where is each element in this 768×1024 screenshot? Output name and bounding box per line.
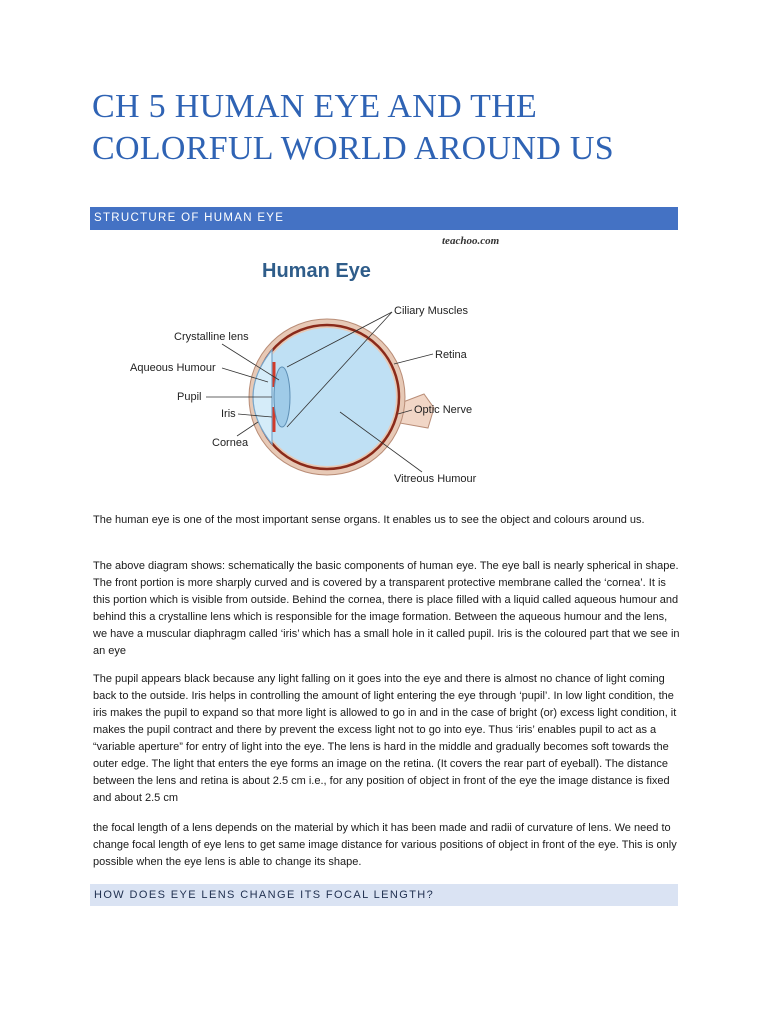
- label-aqueous-humour: Aqueous Humour: [130, 362, 216, 374]
- label-ciliary-muscles: Ciliary Muscles: [394, 305, 468, 317]
- label-iris: Iris: [221, 408, 236, 420]
- label-cornea: Cornea: [212, 437, 249, 449]
- paragraph-3: The pupil appears black because any light falling on it goes into the eye and there is almost no chance of light coming back to the outside. Iris helps in controlling the amount of light entering the eye through ‘pupil’. In low light condition, the iris makes the pupil to expand so that more light is allowed to go in and in the case of bright (or) excess light condition, it makes the pupil contract and there by prevent the excess light not to go into eye. Thus ‘iris’ enables pupil to act as a “variable aperture” for entry of light into the eye. The lens is hard in the middle and gradually becomes soft towards the outer edge. The light that enters the eye forms an image on the retina. (It covers the rear part of eyeball). The distance between the lens and retina is about 2.5 cm i.e., for any position of object in front of the eye the image distance is fixed and about 2.5 cm: [93, 673, 677, 804]
- diagram-title: Human Eye: [262, 260, 371, 282]
- label-vitreous-humour: Vitreous Humour: [394, 473, 477, 485]
- paragraph-4: the focal length of a lens depends on the material by which it has been made and radii of curvature of lens. We need to change focal length of eye lens to get same image distance for various positions of object in front of the eye. This is only possible when the eye lens is able to change its shape.: [93, 822, 677, 868]
- label-retina: Retina: [435, 349, 467, 361]
- title-line-2: COLORFUL WORLD AROUND US: [92, 130, 614, 167]
- page-title: [92, 86, 692, 170]
- paragraph-1: The human eye is one of the most important sense organs. It enables us to see the object and colours around us.: [93, 514, 645, 526]
- lens-shape: [274, 367, 290, 427]
- label-crystalline-lens: Crystalline lens: [174, 331, 249, 343]
- section-heading-focal-length: HOW DOES EYE LENS CHANGE ITS FOCAL LENGTH?: [90, 884, 678, 906]
- title-line-1: CH 5 HUMAN EYE AND THE: [92, 88, 538, 125]
- human-eye-diagram: [122, 232, 522, 494]
- diagram-logo: teachoo.com: [442, 235, 500, 247]
- section-heading-structure: STRUCTURE OF HUMAN EYE: [90, 207, 678, 230]
- label-optic-nerve: Optic Nerve: [414, 404, 473, 416]
- paragraph-2: The above diagram shows: schematically the basic components of human eye. The eye ball is nearly spherical in shape. The front portion is more sharply curved and is covered by a transparent protective membrane called the ‘cornea’. It is this portion which is visible from outside. Behind the cornea, there is place filled with a liquid called aqueous humour and behind this a crystalline lens which is responsible for the image formation. Between the aqueous humour and the lens, we have a muscular diaphragm called ‘iris’ which has a small hole in it called pupil. Iris is the coloured part that we see in an eye: [93, 560, 680, 657]
- label-pupil: Pupil: [177, 391, 202, 403]
